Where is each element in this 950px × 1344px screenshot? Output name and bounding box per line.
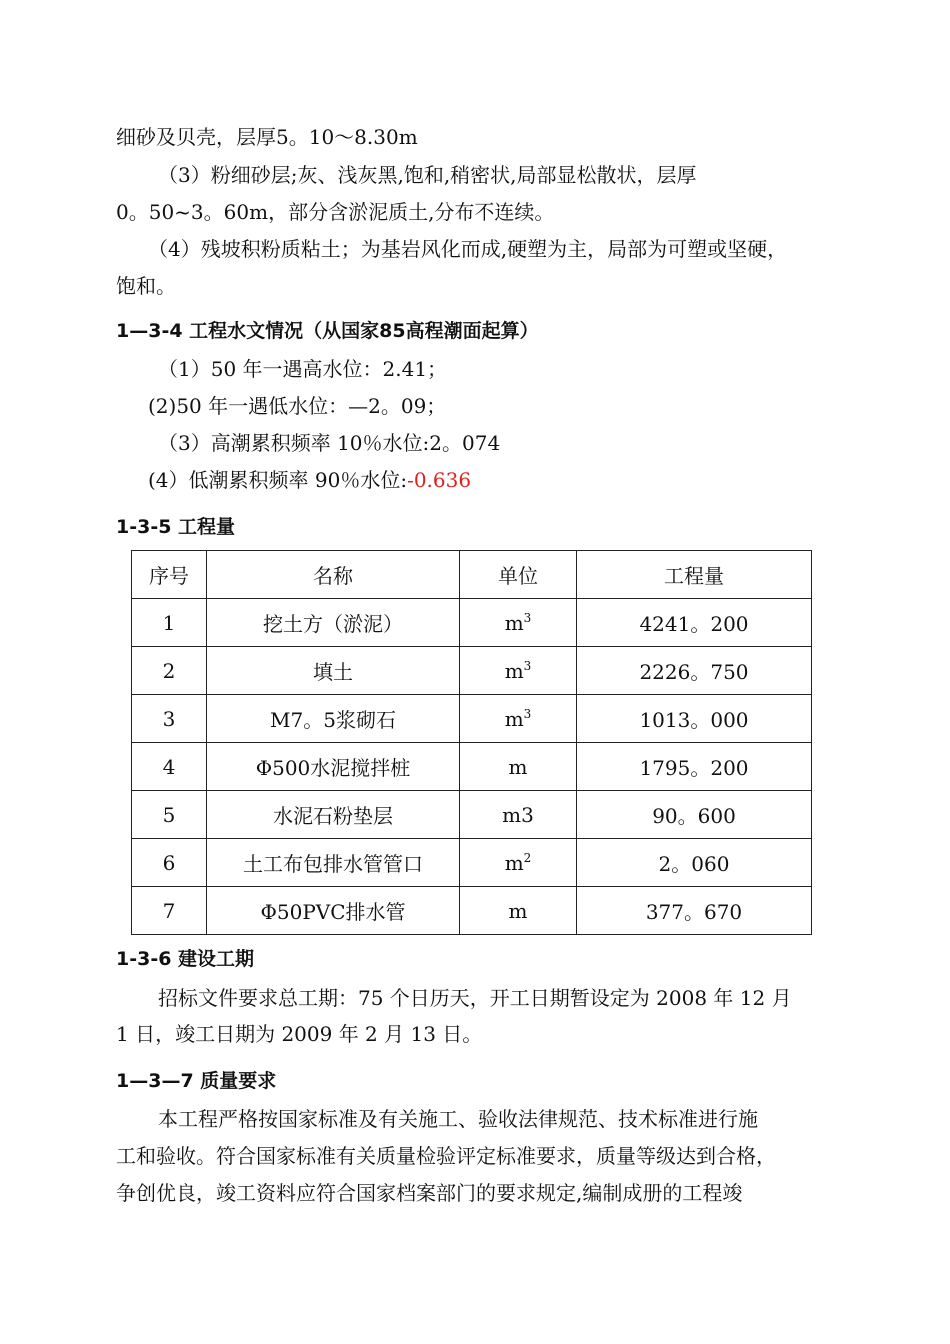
geology-line-2: （3）粉细砂层;灰、浅灰黑,饱和,稍密状,局部显松散状，层厚 (158, 163, 697, 187)
cell-unit (460, 599, 577, 647)
hydrology-item-3: （3）高潮累积频率 10％水位:2。074 (158, 431, 501, 455)
cell-unit (460, 791, 577, 839)
quantities-table (131, 550, 812, 935)
cell-quantity: 4241。200 (577, 599, 812, 647)
cell-no: 7 (132, 887, 207, 935)
table-row (132, 887, 812, 935)
quality-line-1: 本工程严格按国家标准及有关施工、验收法律规范、技术标准进行施 (158, 1107, 758, 1131)
cell-no: 3 (132, 695, 207, 743)
cell-quantity: 90。600 (577, 791, 812, 839)
cell-no: 2 (132, 647, 207, 695)
unit-base: m (504, 706, 524, 731)
unit-base: m (504, 850, 524, 875)
table-row (132, 599, 812, 647)
quantities-heading: 1-3-5 工程量 (116, 516, 236, 538)
cell-unit (460, 743, 577, 791)
cell-unit (460, 695, 577, 743)
table-row (132, 647, 812, 695)
cell-quantity: 2。060 (577, 839, 812, 887)
hydrology-item-4-value: -0.636 (407, 468, 472, 492)
unit-superscript: 3 (523, 658, 532, 673)
cell-name: Φ500水泥搅拌桩 (207, 743, 460, 791)
header-qty: 工程量 (577, 551, 812, 599)
cell-quantity: 1795。200 (577, 743, 812, 791)
quality-line-3: 争创优良，竣工资料应符合国家档案部门的要求规定,编制成册的工程竣 (116, 1181, 743, 1205)
unit-base: m (508, 898, 528, 923)
quality-heading: 1—3—7 质量要求 (116, 1070, 277, 1092)
cell-name: Φ50PVC排水管 (207, 887, 460, 935)
cell-name: 挖土方（淤泥） (207, 599, 460, 647)
cell-quantity: 377。670 (577, 887, 812, 935)
table-row (132, 695, 812, 743)
hydrology-item-4 (148, 467, 872, 493)
schedule-heading: 1-3-6 建设工期 (116, 948, 255, 970)
table-row (132, 839, 812, 887)
table-header-row (132, 551, 812, 599)
cell-no: 1 (132, 599, 207, 647)
unit-superscript: 2 (523, 850, 532, 865)
unit-base: m (508, 754, 528, 779)
cell-name: 填土 (207, 647, 460, 695)
geology-line-4: （4）残坡积粉质粘土；为基岩风化而成,硬塑为主，局部为可塑或坚硬， (148, 237, 788, 261)
hydrology-heading: 1—3-4 工程水文情况（从国家85高程潮面起算） (116, 320, 539, 342)
quality-line-2: 工和验收。符合国家标准有关质量检验评定标准要求，质量等级达到合格， (116, 1144, 776, 1168)
header-unit: 单位 (460, 551, 577, 599)
table-body (132, 599, 812, 935)
unit-base: m (504, 610, 524, 635)
hydrology-item-4-label: (4）低潮累积频率 90％水位: (148, 468, 408, 492)
cell-name: 土工布包排水管管口 (207, 839, 460, 887)
schedule-line-2: 1 日，竣工日期为 2009 年 2 月 13 日。 (116, 1022, 483, 1046)
cell-quantity: 2226。750 (577, 647, 812, 695)
cell-name: M7。5浆砌石 (207, 695, 460, 743)
cell-unit (460, 647, 577, 695)
schedule-line-1: 招标文件要求总工期：75 个日历天，开工日期暂设定为 2008 年 12 月 (158, 986, 792, 1010)
cell-name: 水泥石粉垫层 (207, 791, 460, 839)
cell-unit (460, 887, 577, 935)
cell-unit (460, 839, 577, 887)
cell-no: 5 (132, 791, 207, 839)
table-row (132, 791, 812, 839)
cell-no: 6 (132, 839, 207, 887)
hydrology-item-1: （1）50 年一遇高水位：2.41； (158, 357, 448, 381)
geology-line-5: 饱和。 (116, 274, 176, 298)
cell-quantity: 1013。000 (577, 695, 812, 743)
unit-superscript: 3 (523, 706, 532, 721)
header-no: 序号 (132, 551, 207, 599)
unit-superscript: 3 (523, 610, 532, 625)
geology-line-3: 0。50~3。60m，部分含淤泥质土,分布不连续。 (116, 200, 555, 224)
hydrology-item-2: (2)50 年一遇低水位：—2。09； (148, 394, 447, 418)
cell-no: 4 (132, 743, 207, 791)
unit-base: m (504, 658, 524, 683)
geology-line-1: 细砂及贝壳，层厚5。10～8.30m (116, 125, 418, 149)
header-name: 名称 (207, 551, 460, 599)
unit-base: m3 (502, 802, 534, 827)
table-row (132, 743, 812, 791)
